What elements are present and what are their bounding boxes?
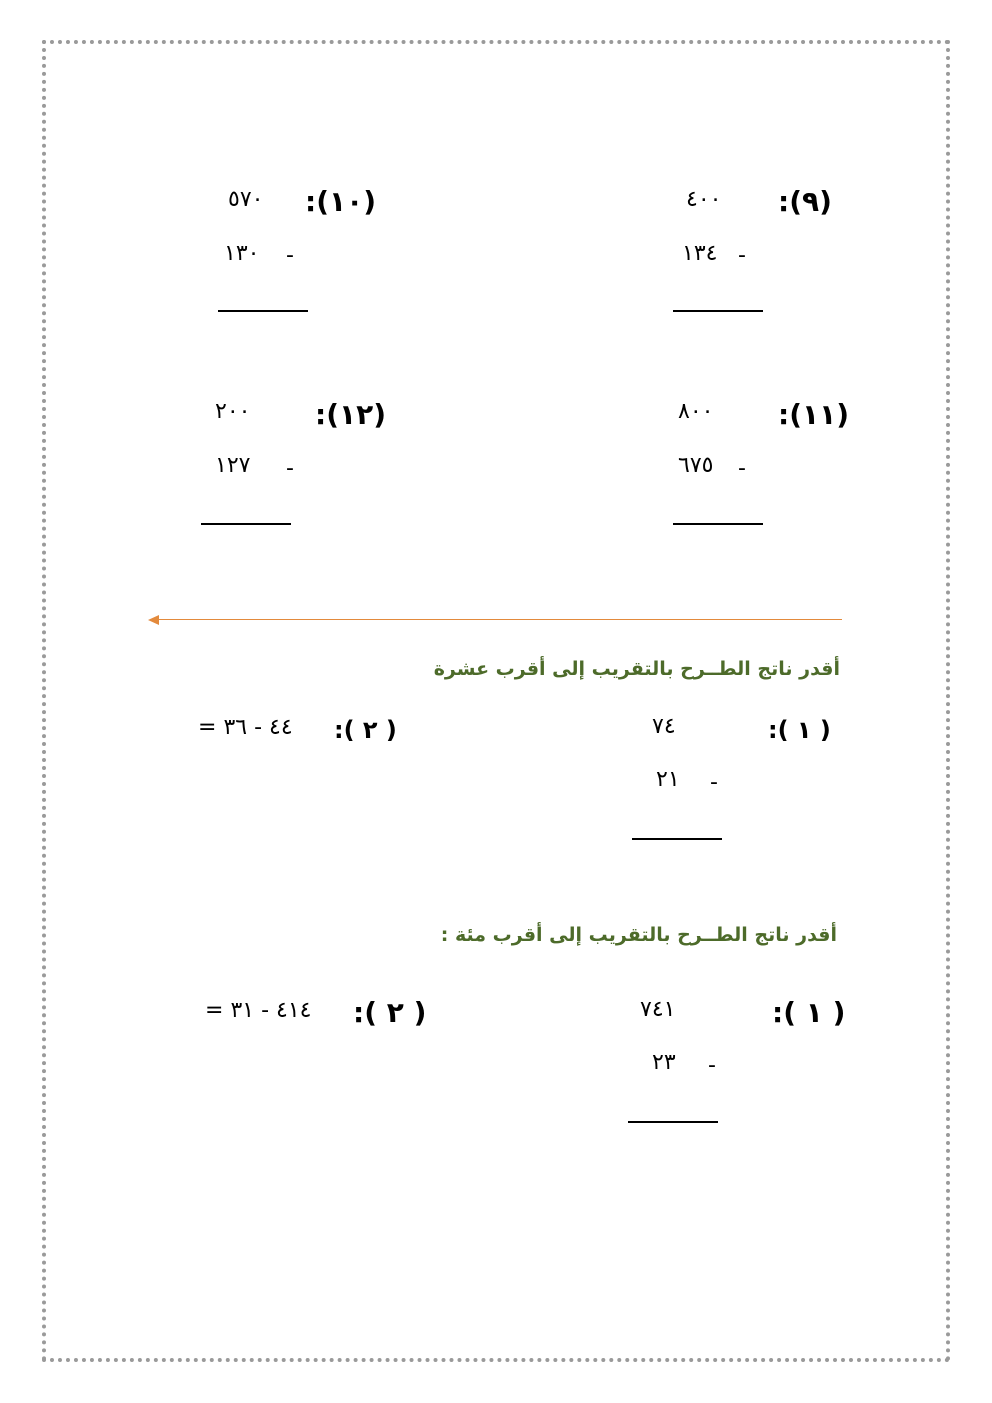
problem-12-minus-sign: - xyxy=(286,456,294,481)
problem-12-answer-line xyxy=(201,523,291,525)
problem-11-minus-sign: - xyxy=(738,456,746,481)
tens-q2-expression: ٤٤ - ٣٦ = xyxy=(198,715,293,740)
problem-9-answer-line xyxy=(673,310,763,312)
hundreds-q1-label: :( ١ ) xyxy=(772,996,846,1029)
tens-q1-top-number: ٧٤ xyxy=(652,714,676,739)
hundreds-q1-bottom-number: ٢٣ xyxy=(652,1050,676,1075)
problem-11-bottom-number: ٦٧٥ xyxy=(678,453,714,478)
problem-11-label: :(١١) xyxy=(778,398,849,431)
problem-10-answer-line xyxy=(218,310,308,312)
problem-10-top-number: ٥٧٠ xyxy=(228,187,264,212)
tens-q1-bottom-number: ٢١ xyxy=(656,767,680,792)
problem-10-bottom-number: ١٣٠ xyxy=(224,241,260,266)
tens-q1-label: :( ١ ) xyxy=(768,716,831,744)
problem-9-bottom-number: ١٣٤ xyxy=(682,241,718,266)
problem-10-label: :(١٠) xyxy=(305,185,376,218)
problem-9-label: :(٩) xyxy=(778,185,832,218)
section-tens-heading: أقدر ناتج الطــرح بالتقريب إلى أقرب عشرة xyxy=(433,658,840,680)
section-hundreds-heading: أقدر ناتج الطــرح بالتقريب إلى أقرب مئة : xyxy=(440,924,837,946)
tens-q1-minus-sign: - xyxy=(710,770,718,795)
problem-9-minus-sign: - xyxy=(738,243,746,268)
problem-11-answer-line xyxy=(673,523,763,525)
hundreds-q1-top-number: ٧٤١ xyxy=(640,997,676,1022)
section-divider xyxy=(150,619,842,620)
hundreds-q1-answer-line xyxy=(628,1121,718,1123)
page-border xyxy=(42,40,950,1362)
problem-9-top-number: ٤٠٠ xyxy=(686,187,722,212)
problem-12-top-number: ٢٠٠ xyxy=(215,399,251,424)
problem-11-top-number: ٨٠٠ xyxy=(678,399,714,424)
divider-arrowhead-icon xyxy=(148,615,159,625)
problem-10-minus-sign: - xyxy=(286,243,294,268)
hundreds-q2-expression: ٤١٤ - ٣١ = xyxy=(205,998,312,1023)
tens-q2-label: :( ٢ ) xyxy=(334,716,397,744)
hundreds-q2-label: :( ٢ ) xyxy=(353,996,427,1029)
problem-12-bottom-number: ١٢٧ xyxy=(215,453,251,478)
hundreds-q1-minus-sign: - xyxy=(708,1053,716,1078)
problem-12-label: :(١٢) xyxy=(315,398,386,431)
tens-q1-answer-line xyxy=(632,838,722,840)
